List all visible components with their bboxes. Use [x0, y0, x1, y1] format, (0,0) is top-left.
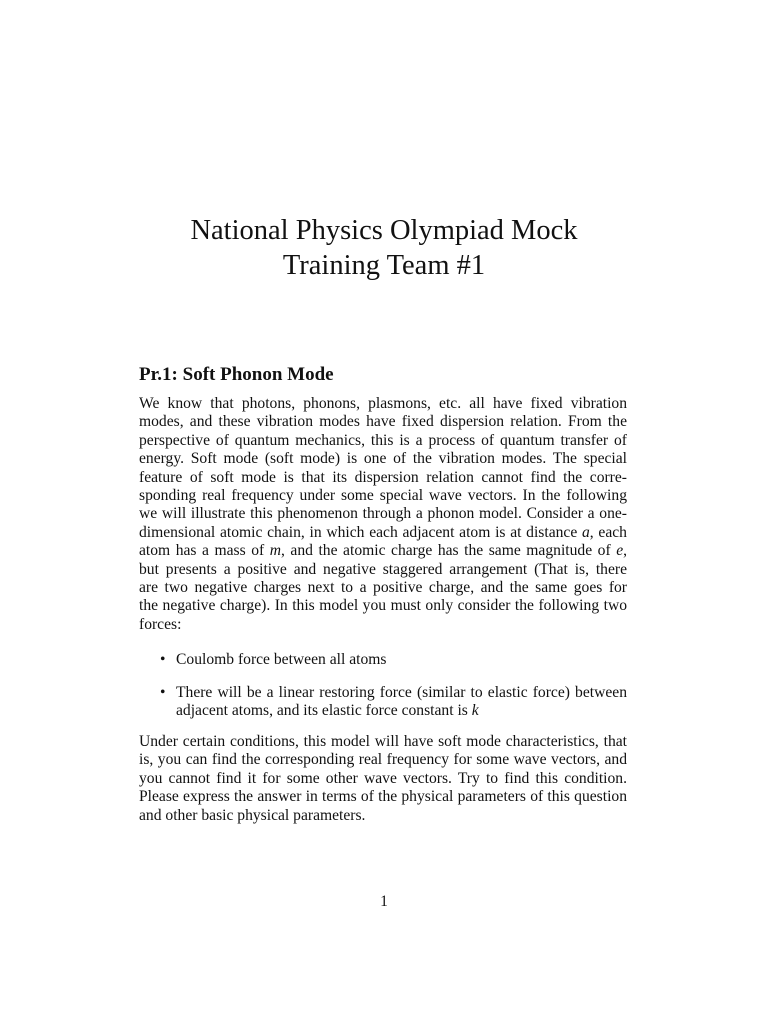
text-line: the negative charge). In this model you must only consider the following two	[139, 597, 627, 615]
text-line: are two negative charges next to a positive charge, and the same goes for	[139, 579, 627, 597]
text-line: sponding real frequency under some special wave vectors. In the following	[139, 487, 627, 505]
text-line: energy. Soft mode (soft mode) is one of the vibration modes. The special	[139, 450, 627, 468]
bullet-icon: •	[160, 651, 166, 668]
math-variable-k: k	[471, 702, 479, 720]
page-number: 1	[380, 893, 388, 910]
text-line: Please express the answer in terms of the physical parameters of this question	[139, 788, 627, 806]
section-heading: Pr.1: Soft Phonon Mode	[139, 364, 334, 385]
list-item-text	[176, 702, 627, 720]
paragraph-intro	[139, 395, 627, 634]
text-line: feature of soft mode is that its dispersion relation cannot find the corre-	[139, 468, 627, 486]
text-line: but presents a positive and negative staggered arrangement (That is, there	[139, 560, 627, 578]
title-line-2: Training Team #1	[282, 250, 486, 281]
math-variable-a: a	[582, 523, 590, 541]
text-line: is, you can find the corresponding real frequency for some wave vectors, and	[139, 751, 627, 769]
text-line: We know that photons, phonons, plasmons, etc. all have fixed vibration	[139, 395, 627, 412]
text-segment: adjacent atoms, and its elastic force constant is	[176, 702, 472, 720]
text-line: we will illustrate this phenomenon through a phonon model. Consider a one-	[139, 505, 627, 523]
text-segment: dimensional atomic chain, in which each adjacent atom is at distance	[139, 523, 582, 541]
text-segment: , each	[589, 523, 627, 541]
document-title	[0, 213, 768, 283]
title-line-1: National Physics Olympiad Mock	[190, 215, 578, 246]
math-variable-m: m	[269, 542, 281, 560]
list-item-text: There will be a linear restoring force (similar to elastic force) between	[176, 684, 627, 701]
text-line: Under certain conditions, this model will have soft mode characteristics, that	[139, 733, 627, 750]
text-line	[139, 524, 627, 542]
text-line: forces:	[139, 615, 182, 633]
text-segment: atom has a mass of	[139, 542, 270, 560]
text-line: perspective of quantum mechanics, this is a process of quantum transfer of	[139, 431, 627, 449]
paragraph-task	[139, 733, 627, 825]
math-variable-e: e	[616, 542, 624, 560]
text-line: you cannot find it for some other wave vectors. Try to find this condition.	[139, 769, 627, 787]
text-line: and other basic physical parameters.	[139, 806, 366, 824]
bullet-icon: •	[160, 684, 166, 701]
text-line	[139, 542, 627, 560]
text-line: modes, and these vibration modes have fixed dispersion relation. From the	[139, 413, 627, 431]
list-item-text: Coulomb force between all atoms	[176, 651, 387, 668]
text-segment: ,	[623, 542, 628, 560]
text-segment: , and the atomic charge has the same magnitude of	[281, 542, 617, 560]
